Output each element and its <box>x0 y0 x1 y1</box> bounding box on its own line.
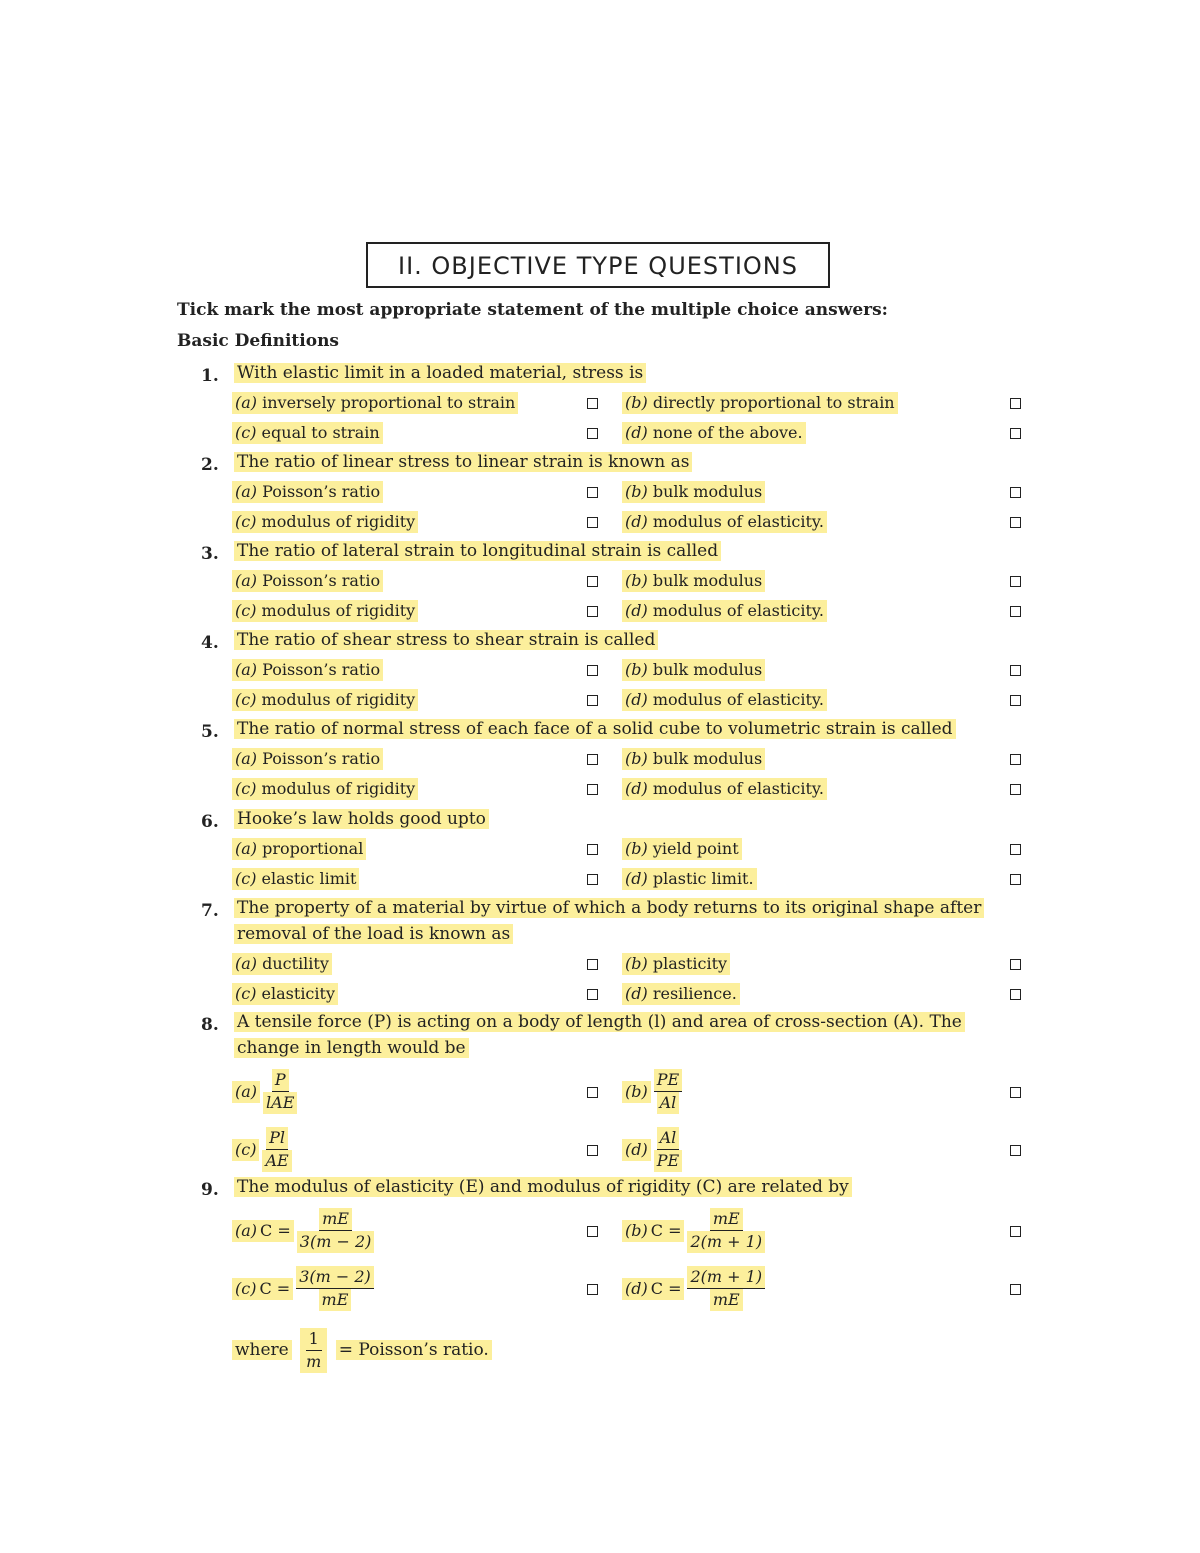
option-row <box>0 420 1200 450</box>
answer-checkbox[interactable] <box>1010 487 1021 498</box>
option-text: resilience. <box>652 984 737 1003</box>
option-letter: (c) <box>235 690 257 709</box>
option-row <box>0 951 1200 981</box>
option-letter: (a) <box>232 1220 260 1242</box>
option-letter: (d) <box>625 869 648 888</box>
fraction-denominator: mE <box>319 1289 352 1311</box>
option-letter: (d) <box>625 690 648 709</box>
option-letter: (a) <box>235 660 258 679</box>
formula-prefix: C = <box>256 1278 293 1300</box>
option-letter: (d) <box>625 779 648 798</box>
option-text: Poisson’s ratio <box>262 660 381 679</box>
option-list <box>0 1065 1200 1181</box>
where-note <box>232 1328 492 1373</box>
option-c[interactable] <box>232 983 338 1005</box>
option-text: modulus of elasticity. <box>652 690 824 709</box>
option-letter: (a) <box>235 571 258 590</box>
answer-checkbox[interactable] <box>587 1226 598 1237</box>
fraction-numerator: P <box>272 1069 289 1092</box>
option-row <box>0 1204 1200 1262</box>
option-a[interactable] <box>232 392 518 414</box>
question-1 <box>0 360 1200 450</box>
question-2 <box>0 449 1200 539</box>
answer-checkbox[interactable] <box>587 1087 598 1098</box>
answer-checkbox[interactable] <box>1010 874 1021 885</box>
option-c[interactable] <box>232 511 418 533</box>
option-b[interactable] <box>622 748 765 770</box>
fraction-denominator: 2(m + 1) <box>687 1231 765 1253</box>
answer-checkbox[interactable] <box>1010 989 1021 1000</box>
option-letter: (b) <box>625 954 648 973</box>
option-a[interactable] <box>232 659 383 681</box>
question-7 <box>0 895 1200 1011</box>
answer-checkbox[interactable] <box>1010 784 1021 795</box>
question-text: The ratio of lateral strain to longitudinal strain is called <box>234 541 721 561</box>
option-list <box>0 951 1200 1011</box>
option-text: modulus of rigidity <box>261 779 416 798</box>
fraction-numerator: mE <box>319 1208 352 1231</box>
option-row <box>0 598 1200 628</box>
option-text: none of the above. <box>652 423 803 442</box>
option-list <box>0 390 1200 450</box>
answer-checkbox[interactable] <box>587 1145 598 1156</box>
option-b[interactable] <box>622 570 765 592</box>
option-a[interactable] <box>232 570 383 592</box>
question-text: The modulus of elasticity (E) and modulus of rigidity (C) are related by <box>234 1177 852 1197</box>
answer-checkbox[interactable] <box>587 428 598 439</box>
question-number: 8. <box>201 1015 219 1035</box>
option-text: Poisson’s ratio <box>262 482 381 501</box>
answer-checkbox[interactable] <box>587 665 598 676</box>
option-a[interactable] <box>232 1069 300 1114</box>
fraction-numerator: Pl <box>266 1127 288 1150</box>
option-text: bulk modulus <box>652 749 763 768</box>
option-c[interactable] <box>232 1266 377 1311</box>
option-b[interactable] <box>622 1208 768 1253</box>
option-text: bulk modulus <box>652 660 763 679</box>
section-heading: Basic Definitions <box>177 331 339 351</box>
formula-prefix: C = <box>257 1220 294 1242</box>
answer-checkbox[interactable] <box>587 1284 598 1295</box>
option-text: equal to strain <box>261 423 380 442</box>
option-letter: (c) <box>235 869 257 888</box>
option-text: modulus of rigidity <box>261 512 416 531</box>
formula-fraction <box>263 1069 297 1114</box>
formula-fraction <box>687 1208 765 1253</box>
answer-checkbox[interactable] <box>587 784 598 795</box>
section-title: II. OBJECTIVE TYPE QUESTIONS <box>366 242 830 288</box>
question-stem <box>0 449 1028 475</box>
fraction-denominator: Al <box>657 1092 680 1114</box>
answer-checkbox[interactable] <box>1010 695 1021 706</box>
option-a[interactable] <box>232 481 383 503</box>
option-letter: (c) <box>235 779 257 798</box>
option-row <box>0 1123 1200 1181</box>
option-row <box>0 746 1200 776</box>
option-text: plastic limit. <box>652 869 754 888</box>
question-9 <box>0 1174 1200 1320</box>
option-letter: (d) <box>625 423 648 442</box>
question-stem <box>0 806 1028 832</box>
option-letter: (d) <box>622 1139 651 1161</box>
option-letter: (c) <box>235 423 257 442</box>
option-c[interactable] <box>232 422 383 444</box>
option-c[interactable] <box>232 868 359 890</box>
option-d[interactable] <box>622 422 806 444</box>
answer-checkbox[interactable] <box>1010 1284 1021 1295</box>
option-c[interactable] <box>232 778 418 800</box>
answer-checkbox[interactable] <box>1010 1087 1021 1098</box>
option-text: modulus of elasticity. <box>652 512 824 531</box>
option-row <box>0 390 1200 420</box>
fraction-denominator: lAE <box>263 1092 297 1114</box>
option-d[interactable] <box>622 778 827 800</box>
question-text: Hooke’s law holds good upto <box>234 809 489 829</box>
option-d[interactable] <box>622 511 827 533</box>
option-row <box>0 981 1200 1011</box>
option-text: proportional <box>262 839 364 858</box>
answer-checkbox[interactable] <box>1010 398 1021 409</box>
option-letter: (d) <box>625 512 648 531</box>
question-number: 7. <box>201 901 219 921</box>
option-a[interactable] <box>232 748 383 770</box>
question-number: 2. <box>201 455 219 475</box>
question-number: 1. <box>201 366 219 386</box>
answer-checkbox[interactable] <box>1010 606 1021 617</box>
option-letter: (b) <box>622 1081 651 1103</box>
fraction-numerator: 3(m − 2) <box>296 1266 374 1289</box>
answer-checkbox[interactable] <box>1010 428 1021 439</box>
option-text: Poisson’s ratio <box>262 571 381 590</box>
option-text: modulus of elasticity. <box>652 779 824 798</box>
option-list <box>0 568 1200 628</box>
option-letter: (b) <box>625 571 648 590</box>
option-letter: (a) <box>235 839 258 858</box>
option-row <box>0 1262 1200 1320</box>
formula-fraction <box>297 1208 375 1253</box>
option-list <box>0 836 1200 896</box>
option-list <box>0 1204 1200 1320</box>
option-letter: (b) <box>625 839 648 858</box>
option-text: inversely proportional to strain <box>262 393 516 412</box>
answer-checkbox[interactable] <box>1010 1226 1021 1237</box>
option-b[interactable] <box>622 1069 685 1114</box>
answer-checkbox[interactable] <box>1010 665 1021 676</box>
option-letter: (a) <box>232 1081 260 1103</box>
formula-fraction <box>654 1069 682 1114</box>
option-letter: (c) <box>232 1278 259 1300</box>
option-text: elasticity <box>261 984 335 1003</box>
option-a[interactable] <box>232 838 366 860</box>
answer-checkbox[interactable] <box>587 989 598 1000</box>
option-d[interactable] <box>622 1127 685 1172</box>
answer-checkbox[interactable] <box>1010 844 1021 855</box>
option-text: modulus of rigidity <box>261 601 416 620</box>
answer-checkbox[interactable] <box>587 695 598 706</box>
instruction-text: Tick mark the most appropriate statement of the multiple choice answers: <box>177 300 888 320</box>
question-8 <box>0 1009 1200 1181</box>
question-text: With elastic limit in a loaded material, stress is <box>234 363 646 383</box>
answer-checkbox[interactable] <box>587 517 598 528</box>
option-row <box>0 776 1200 806</box>
option-text: bulk modulus <box>652 482 763 501</box>
option-c[interactable] <box>232 1127 295 1172</box>
fraction-denominator: 3(m − 2) <box>297 1231 375 1253</box>
option-letter: (b) <box>625 482 648 501</box>
question-number: 6. <box>201 812 219 832</box>
option-text: elastic limit <box>261 869 357 888</box>
fraction-denominator: PE <box>654 1150 682 1172</box>
option-text: plasticity <box>652 954 728 973</box>
option-letter: (c) <box>232 1139 259 1161</box>
option-row <box>0 866 1200 896</box>
option-letter: (d) <box>625 984 648 1003</box>
option-row <box>0 687 1200 717</box>
answer-checkbox[interactable] <box>587 398 598 409</box>
question-text: The property of a material by virtue of which a body returns to its original shape after removal of the load is known as <box>234 898 984 944</box>
fraction-numerator: 2(m + 1) <box>687 1266 765 1289</box>
option-letter: (c) <box>235 601 257 620</box>
option-d[interactable] <box>622 868 757 890</box>
option-letter: (d) <box>625 601 648 620</box>
where-numerator: 1 <box>306 1328 322 1351</box>
option-a[interactable] <box>232 953 332 975</box>
option-b[interactable] <box>622 392 898 414</box>
option-a[interactable] <box>232 1208 377 1253</box>
formula-prefix: C = <box>648 1220 685 1242</box>
answer-checkbox[interactable] <box>587 754 598 765</box>
question-stem <box>0 1174 1028 1200</box>
option-letter: (a) <box>235 749 258 768</box>
question-number: 5. <box>201 722 219 742</box>
option-d[interactable] <box>622 983 740 1005</box>
answer-checkbox[interactable] <box>587 959 598 970</box>
question-number: 9. <box>201 1180 219 1200</box>
fraction-denominator: mE <box>710 1289 743 1311</box>
answer-checkbox[interactable] <box>587 606 598 617</box>
fraction-numerator: mE <box>710 1208 743 1231</box>
option-letter: (b) <box>625 393 648 412</box>
option-b[interactable] <box>622 481 765 503</box>
option-list <box>0 746 1200 806</box>
option-letter: (b) <box>625 749 648 768</box>
fraction-denominator: AE <box>262 1150 291 1172</box>
option-row <box>0 657 1200 687</box>
question-text: The ratio of shear stress to shear strain is called <box>234 630 658 650</box>
option-b[interactable] <box>622 659 765 681</box>
question-stem <box>0 716 1028 742</box>
option-text: modulus of elasticity. <box>652 601 824 620</box>
option-row <box>0 509 1200 539</box>
formula-fraction <box>296 1266 374 1311</box>
option-text: yield point <box>652 839 739 858</box>
option-c[interactable] <box>232 689 418 711</box>
answer-checkbox[interactable] <box>587 487 598 498</box>
answer-checkbox[interactable] <box>1010 754 1021 765</box>
option-d[interactable] <box>622 1266 768 1311</box>
option-text: directly proportional to strain <box>652 393 895 412</box>
question-5 <box>0 716 1200 806</box>
question-4 <box>0 627 1200 717</box>
option-text: Poisson’s ratio <box>262 749 381 768</box>
option-letter: (c) <box>235 512 257 531</box>
formula-fraction <box>654 1127 682 1172</box>
fraction-numerator: PE <box>654 1069 682 1092</box>
where-fraction <box>300 1328 327 1373</box>
option-row <box>0 568 1200 598</box>
option-row <box>0 479 1200 509</box>
option-d[interactable] <box>622 600 827 622</box>
formula-fraction <box>262 1127 291 1172</box>
answer-checkbox[interactable] <box>1010 576 1021 587</box>
formula-fraction <box>687 1266 765 1311</box>
question-stem <box>0 627 1028 653</box>
option-d[interactable] <box>622 689 827 711</box>
option-b[interactable] <box>622 838 742 860</box>
option-letter: (a) <box>235 482 258 501</box>
answer-checkbox[interactable] <box>587 576 598 587</box>
answer-checkbox[interactable] <box>1010 959 1021 970</box>
option-text: ductility <box>262 954 329 973</box>
question-text: The ratio of linear stress to linear strain is known as <box>234 452 692 472</box>
option-letter: (d) <box>622 1278 651 1300</box>
option-letter: (b) <box>625 660 648 679</box>
answer-checkbox[interactable] <box>1010 1145 1021 1156</box>
option-b[interactable] <box>622 953 730 975</box>
option-letter: (a) <box>235 954 258 973</box>
answer-checkbox[interactable] <box>1010 517 1021 528</box>
option-list <box>0 479 1200 539</box>
question-number: 4. <box>201 633 219 653</box>
where-label: where <box>232 1340 292 1360</box>
option-letter: (a) <box>235 393 258 412</box>
where-denominator: m <box>306 1352 322 1371</box>
formula-prefix: C = <box>648 1278 685 1300</box>
option-list <box>0 657 1200 717</box>
question-stem <box>0 1009 1028 1061</box>
option-row <box>0 836 1200 866</box>
answer-checkbox[interactable] <box>587 874 598 885</box>
option-letter: (c) <box>235 984 257 1003</box>
option-row <box>0 1065 1200 1123</box>
fraction-numerator: Al <box>657 1127 680 1150</box>
question-6 <box>0 806 1200 896</box>
where-definition: = Poisson’s ratio. <box>336 1340 492 1360</box>
question-stem <box>0 360 1028 386</box>
question-3 <box>0 538 1200 628</box>
question-text: The ratio of normal stress of each face of a solid cube to volumetric strain is called <box>234 719 956 739</box>
question-number: 3. <box>201 544 219 564</box>
option-text: bulk modulus <box>652 571 763 590</box>
option-c[interactable] <box>232 600 418 622</box>
answer-checkbox[interactable] <box>587 844 598 855</box>
question-stem <box>0 538 1028 564</box>
option-text: modulus of rigidity <box>261 690 416 709</box>
option-letter: (b) <box>622 1220 651 1242</box>
question-text: A tensile force (P) is acting on a body of length (l) and area of cross-section (A). The change in length would be <box>234 1012 965 1058</box>
question-stem <box>0 895 1028 947</box>
